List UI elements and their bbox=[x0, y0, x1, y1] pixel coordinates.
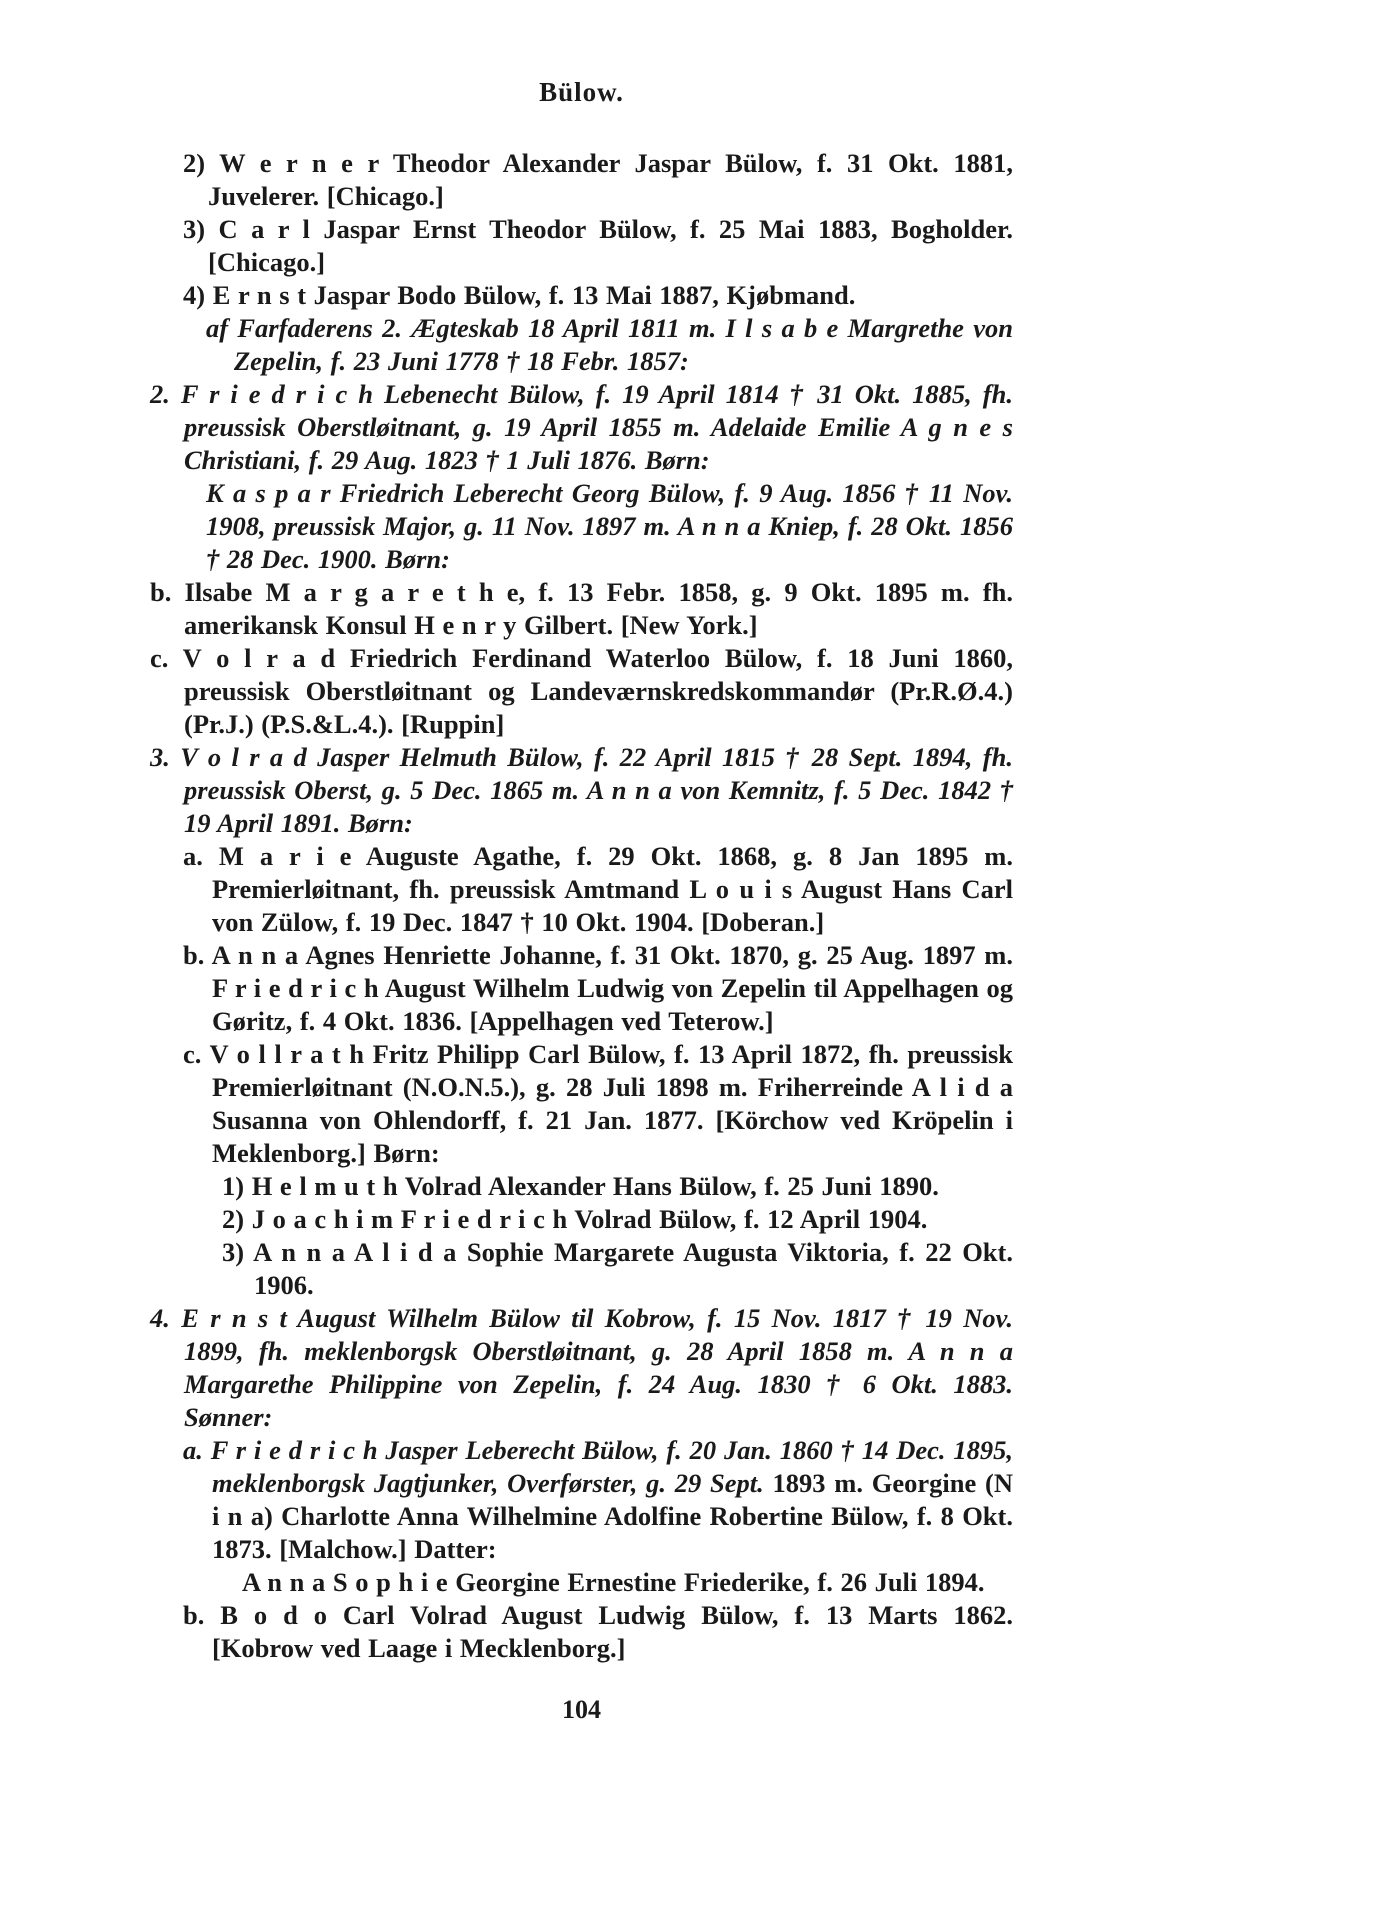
entry-2-werner: 2) W e r n e r Theodor Alexander Jaspar Bülow, f. 31 Okt. 1881, Juvelerer. [Chicago.] bbox=[183, 148, 1013, 211]
entry-c-vollrath: c. V o l l r a t h Fritz Philipp Carl Bülow, f. 13 April 1872, fh. preussisk Premierløitnant (N.O.N.5.), g. 28 Juli 1898 m. Friherreinde A l i d a Susanna von Ohlendorff, f. 21 Jan. 1877. [Körchow ved Kröpelin i Meklenborg.] Børn: bbox=[183, 1039, 1013, 1168]
entry-kaspar-friedrich: K a s p a r Friedrich Leberecht Georg Bülow, f. 9 Aug. 1856 † 11 Nov. 1908, preussisk Major, g. 11 Nov. 1897 m. A n n a Kniep, f. 28 Okt. 1856 † 28 Dec. 1900. Børn: bbox=[206, 478, 1013, 574]
entry-2-joachim: 2) J o a c h i m F r i e d r i c h Volrad Bülow, f. 12 April 1904. bbox=[222, 1204, 928, 1234]
entry-b-bodo: b. B o d o Carl Volrad August Ludwig Bülow, f. 13 Marts 1862. [Kobrow ved Laage i Mecklenborg.] bbox=[183, 1600, 1013, 1663]
page-number: 104 bbox=[562, 1695, 601, 1724]
entry-4-ernst-jaspar: 4) E r n s t Jaspar Bodo Bülow, f. 13 Mai 1887, Kjøbmand. bbox=[183, 280, 856, 310]
entry-4-ernst-august: 4. E r n s t August Wilhelm Bülow til Kobrow, f. 15 Nov. 1817 † 19 Nov. 1899, fh. meklenborgsk Oberstløitnant, g. 28 April 1858 m. A n n a Margarethe Philippine von Zepelin, f. 24 Aug. 1830 † 6 Okt. 1883. Sønner: bbox=[150, 1303, 1013, 1432]
entry-3-carl: 3) C a r l Jaspar Ernst Theodor Bülow, f. 25 Mai 1883, Bogholder. [Chicago.] bbox=[183, 214, 1013, 277]
entry-1-helmuth: 1) H e l m u t h Volrad Alexander Hans Bülow, f. 25 Juni 1890. bbox=[222, 1171, 939, 1201]
page-title: Bülow. bbox=[539, 77, 624, 107]
entry-datter-anna-sophie: A n n a S o p h i e Georgine Ernestine Friederike, f. 26 Juli 1894. bbox=[242, 1567, 985, 1597]
entry-a-friedrich-jasper-roman: 1893 m. Georgine (N i n a) Charlotte Anna Wilhelmine Adolfine Robertine Bülow, f. 8 Okt. 1873. [Malchow.] Datter: bbox=[212, 1468, 1013, 1564]
entry-b-ilsabe: b. Ilsabe M a r g a r e t h e, f. 13 Febr. 1858, g. 9 Okt. 1895 m. fh. amerikansk Konsul H e n r y Gilbert. [New York.] bbox=[150, 577, 1013, 640]
entry-c-volrad: c. V o l r a d Friedrich Ferdinand Waterloo Bülow, f. 18 Juni 1860, preussisk Oberstløitnant og Landeværnskredskommandør (Pr.R.Ø.4.) (Pr.J.) (P.S.&L.4.). [Ruppin] bbox=[150, 643, 1013, 739]
entry-3-volrad-jasper: 3. V o l r a d Jasper Helmuth Bülow, f. 22 April 1815 † 28 Sept. 1894, fh. preussisk Oberst, g. 5 Dec. 1865 m. A n n a von Kemnitz, f. 5 Dec. 1842 † 19 April 1891. Børn: bbox=[150, 742, 1013, 838]
marriage-note-farfaderens: af Farfaderens 2. Ægteskab 18 April 1811 m. I l s a b e Margrethe von Zepelin, f. 23 Juni 1778 † 18 Febr. 1857: bbox=[206, 313, 1013, 376]
entry-a-friedrich-jasper bbox=[150, 1434, 1013, 1566]
entry-a-marie: a. M a r i e Auguste Agathe, f. 29 Okt. 1868, g. 8 Jan 1895 m. Premierløitnant, fh. preussisk Amtmand L o u i s August Hans Carl von Zülow, f. 19 Dec. 1847 † 10 Okt. 1904. [Doberan.] bbox=[183, 841, 1013, 937]
entry-b-anna-agnes: b. A n n a Agnes Henriette Johanne, f. 31 Okt. 1870, g. 25 Aug. 1897 m. F r i e d r i c h August Wilhelm Ludwig von Zepelin til Appelhagen og Gøritz, f. 4 Okt. 1836. [Appelhagen ved Teterow.] bbox=[183, 940, 1013, 1036]
entry-a-friedrich-jasper-italic: a. F r i e d r i c h Jasper Leberecht Bülow, f. 20 Jan. 1860 † 14 Dec. 1895, meklenborgsk Jagtjunker, Overførster, g. 29 Sept. bbox=[183, 1435, 1013, 1498]
entry-2-friedrich-lebenecht: 2. F r i e d r i c h Lebenecht Bülow, f. 19 April 1814 † 31 Okt. 1885, fh. preussisk Oberstløitnant, g. 19 April 1855 m. Adelaide Emilie A g n e s Christiani, f. 29 Aug. 1823 † 1 Juli 1876. Børn: bbox=[150, 379, 1013, 475]
entry-3-anna-alida: 3) A n n a A l i d a Sophie Margarete Augusta Viktoria, f. 22 Okt. 1906. bbox=[222, 1237, 1013, 1300]
